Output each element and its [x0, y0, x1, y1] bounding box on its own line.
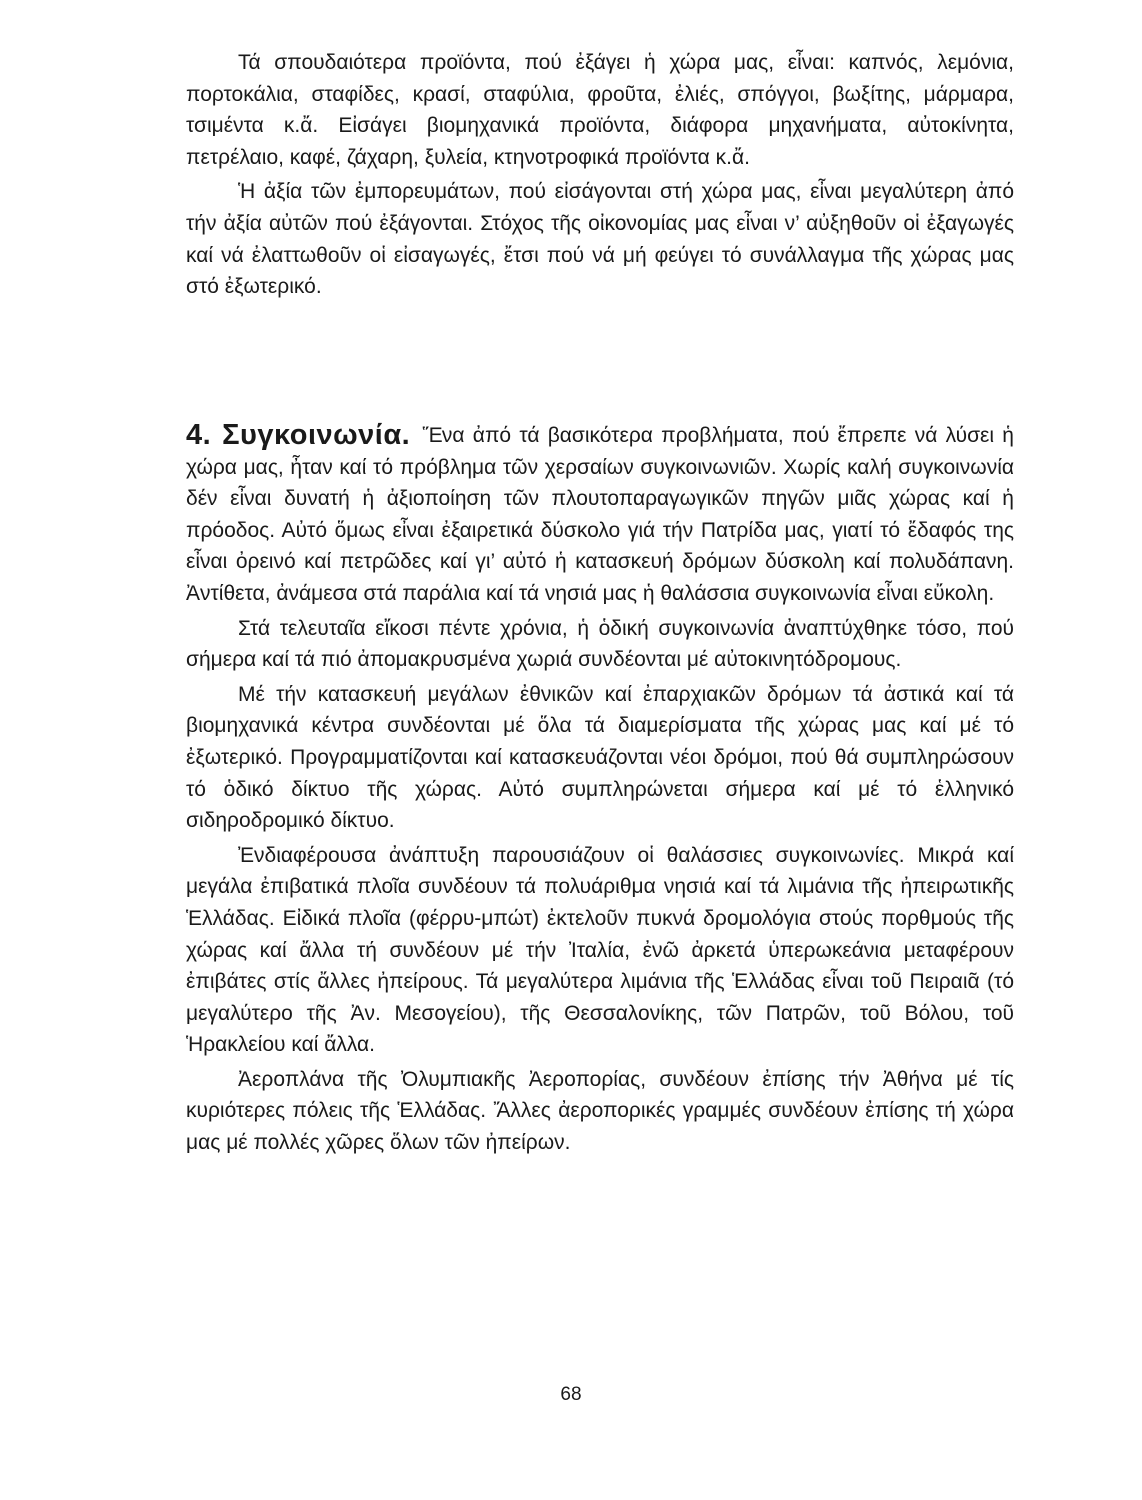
text-block-exports — [186, 47, 1014, 303]
section-lead-text: Ἕνα ἀπό τά βασικότερα προβλήματα, πού ἔπρεπε νά λύσει ἡ χώρα μας, ἦταν καί τό πρόβλημα τῶν χερσαίων συγκοινωνιῶν. Χωρίς καλή συγκοινωνία δέν εἶναι δυνατή ἡ ἀξιοποίηση τῶν πλουτοπαραγωγικῶν πηγῶν μιᾶς χώρας καί ἡ πρόοδος. Αὐτό ὅμως εἶναι ἐξαιρετικά δύσκολο γιά τήν Πατρίδα μας, γιατί τό ἔδαφός της εἶναι ὀρεινό καί πετρῶδες καί γι’ αὐτό ἡ κατασκευή δρόμων δύσκολη καί πολυδάπανη. Ἀντίθετα, ἀνάμεσα στά παράλια καί τά νησιά μας ἡ θαλάσσια συγκοινωνία εἶναι εὔκολη. — [186, 424, 1014, 605]
paragraph-road-transport: Στά τελευταῖα εἴκοσι πέντε χρόνια, ἡ ὁδική συγκοινωνία ἀναπτύχθηκε τόσο, πού σήμερα καί τά πιό ἀπομακρυσμένα χωριά συνδέονται μέ αὐτοκινητόδρομους. — [186, 616, 1014, 672]
section-lead-paragraph — [186, 420, 1014, 610]
paragraph-sea-transport: Ἐνδιαφέρουσα ἀνάπτυξη παρουσιάζουν οἱ θαλάσσιες συγκοινωνίες. Μικρά καί μεγάλα ἐπιβατικά πλοῖα συνδέουν τά πολυάριθμα νησιά καί τά λιμάνια τῆς ἠπειρωτικῆς Ἑλλάδας. Εἰδικά πλοῖα (φέρρυ-μπώτ) ἐκτελοῦν πυκνά δρομολόγια στούς πορθμούς τῆς χώρας καί ἄλλα τή συνδέουν μέ τήν Ἰταλία, ἐνῶ ἀρκετά ὑπερωκεάνια μεταφέρουν ἐπιβάτες στίς ἄλλες ἠπείρους. Τά μεγαλύτερα λιμάνια τῆς Ἑλλάδας εἶναι τοῦ Πειραιᾶ (τό μεγαλύτερο τῆς Ἀν. Μεσογείου), τῆς Θεσσαλονίκης, τῶν Πατρῶν, τοῦ Βόλου, τοῦ Ἡρακλείου καί ἄλλα. — [186, 843, 1014, 1057]
section-transport — [186, 420, 1014, 1159]
paragraph-road-network: Μέ τήν κατασκευή μεγάλων ἐθνικῶν καί ἐπαρχιακῶν δρόμων τά ἀστικά καί τά βιομηχανικά κέντρα συνδέονται μέ ὅλα τά διαμερίσματα τῆς χώρας μας καί μέ τό ἐξωτερικό. Προγραμματίζονται καί κατασκευάζονται νέοι δρόμοι, πού θά συμπληρώσουν τό ὁδικό δίκτυο τῆς χώρας. Αὐτό συμπληρώνεται σήμερα καί μέ τό ἑλληνικό σιδηροδρομικό δίκτυο. — [186, 682, 1014, 833]
paragraph-trade-balance: Ἡ ἀξία τῶν ἐμπορευμάτων, πού εἰσάγονται στή χώρα μας, εἶναι μεγαλύτερη ἀπό τήν ἀξία αὐτῶν πού ἐξάγονται. Στόχος τῆς οἰκονομίας μας εἶναι ν’ αὐξηθοῦν οἱ ἐξαγωγές καί νά ἐλαττωθοῦν οἱ εἰσαγωγές, ἔτσι πού νά μή φεύγει τό συνάλλαγμα τῆς χώρας μας στό ἐξωτερικό. — [186, 180, 1014, 299]
paragraph-air-transport: Ἀεροπλάνα τῆς Ὀλυμπιακῆς Ἀεροπορίας, συνδέουν ἐπίσης τήν Ἀθήνα μέ τίς κυριότερες πόλεις τῆς Ἑλλάδας. Ἄλλες ἀεροπορικές γραμμές συνδέουν ἐπίσης τή χώρα μας μέ πολλές χῶρες ὅλων τῶν ἠπείρων. — [186, 1067, 1014, 1155]
section-title: 4. Συγκοινωνία. — [186, 419, 411, 451]
paragraph-exports-imports: Τά σπουδαιότερα προϊόντα, πού ἐξάγει ἡ χώρα μας, εἶναι: καπνός, λεμόνια, πορτοκάλια, σταφίδες, κρασί, σταφύλια, φροῦτα, ἐλιές, σπόγγοι, βωξίτης, μάρμαρα, τσιμέντα κ.ἄ. Εἰσάγει βιομηχανικά προϊόντα, διάφορα μηχανήματα, αὐτοκίνητα, πετρέλαιο, καφέ, ζάχαρη, ξυλεία, κτηνοτροφικά προϊόντα κ.ἄ. — [186, 51, 1014, 169]
page-number: 68 — [560, 1384, 582, 1405]
